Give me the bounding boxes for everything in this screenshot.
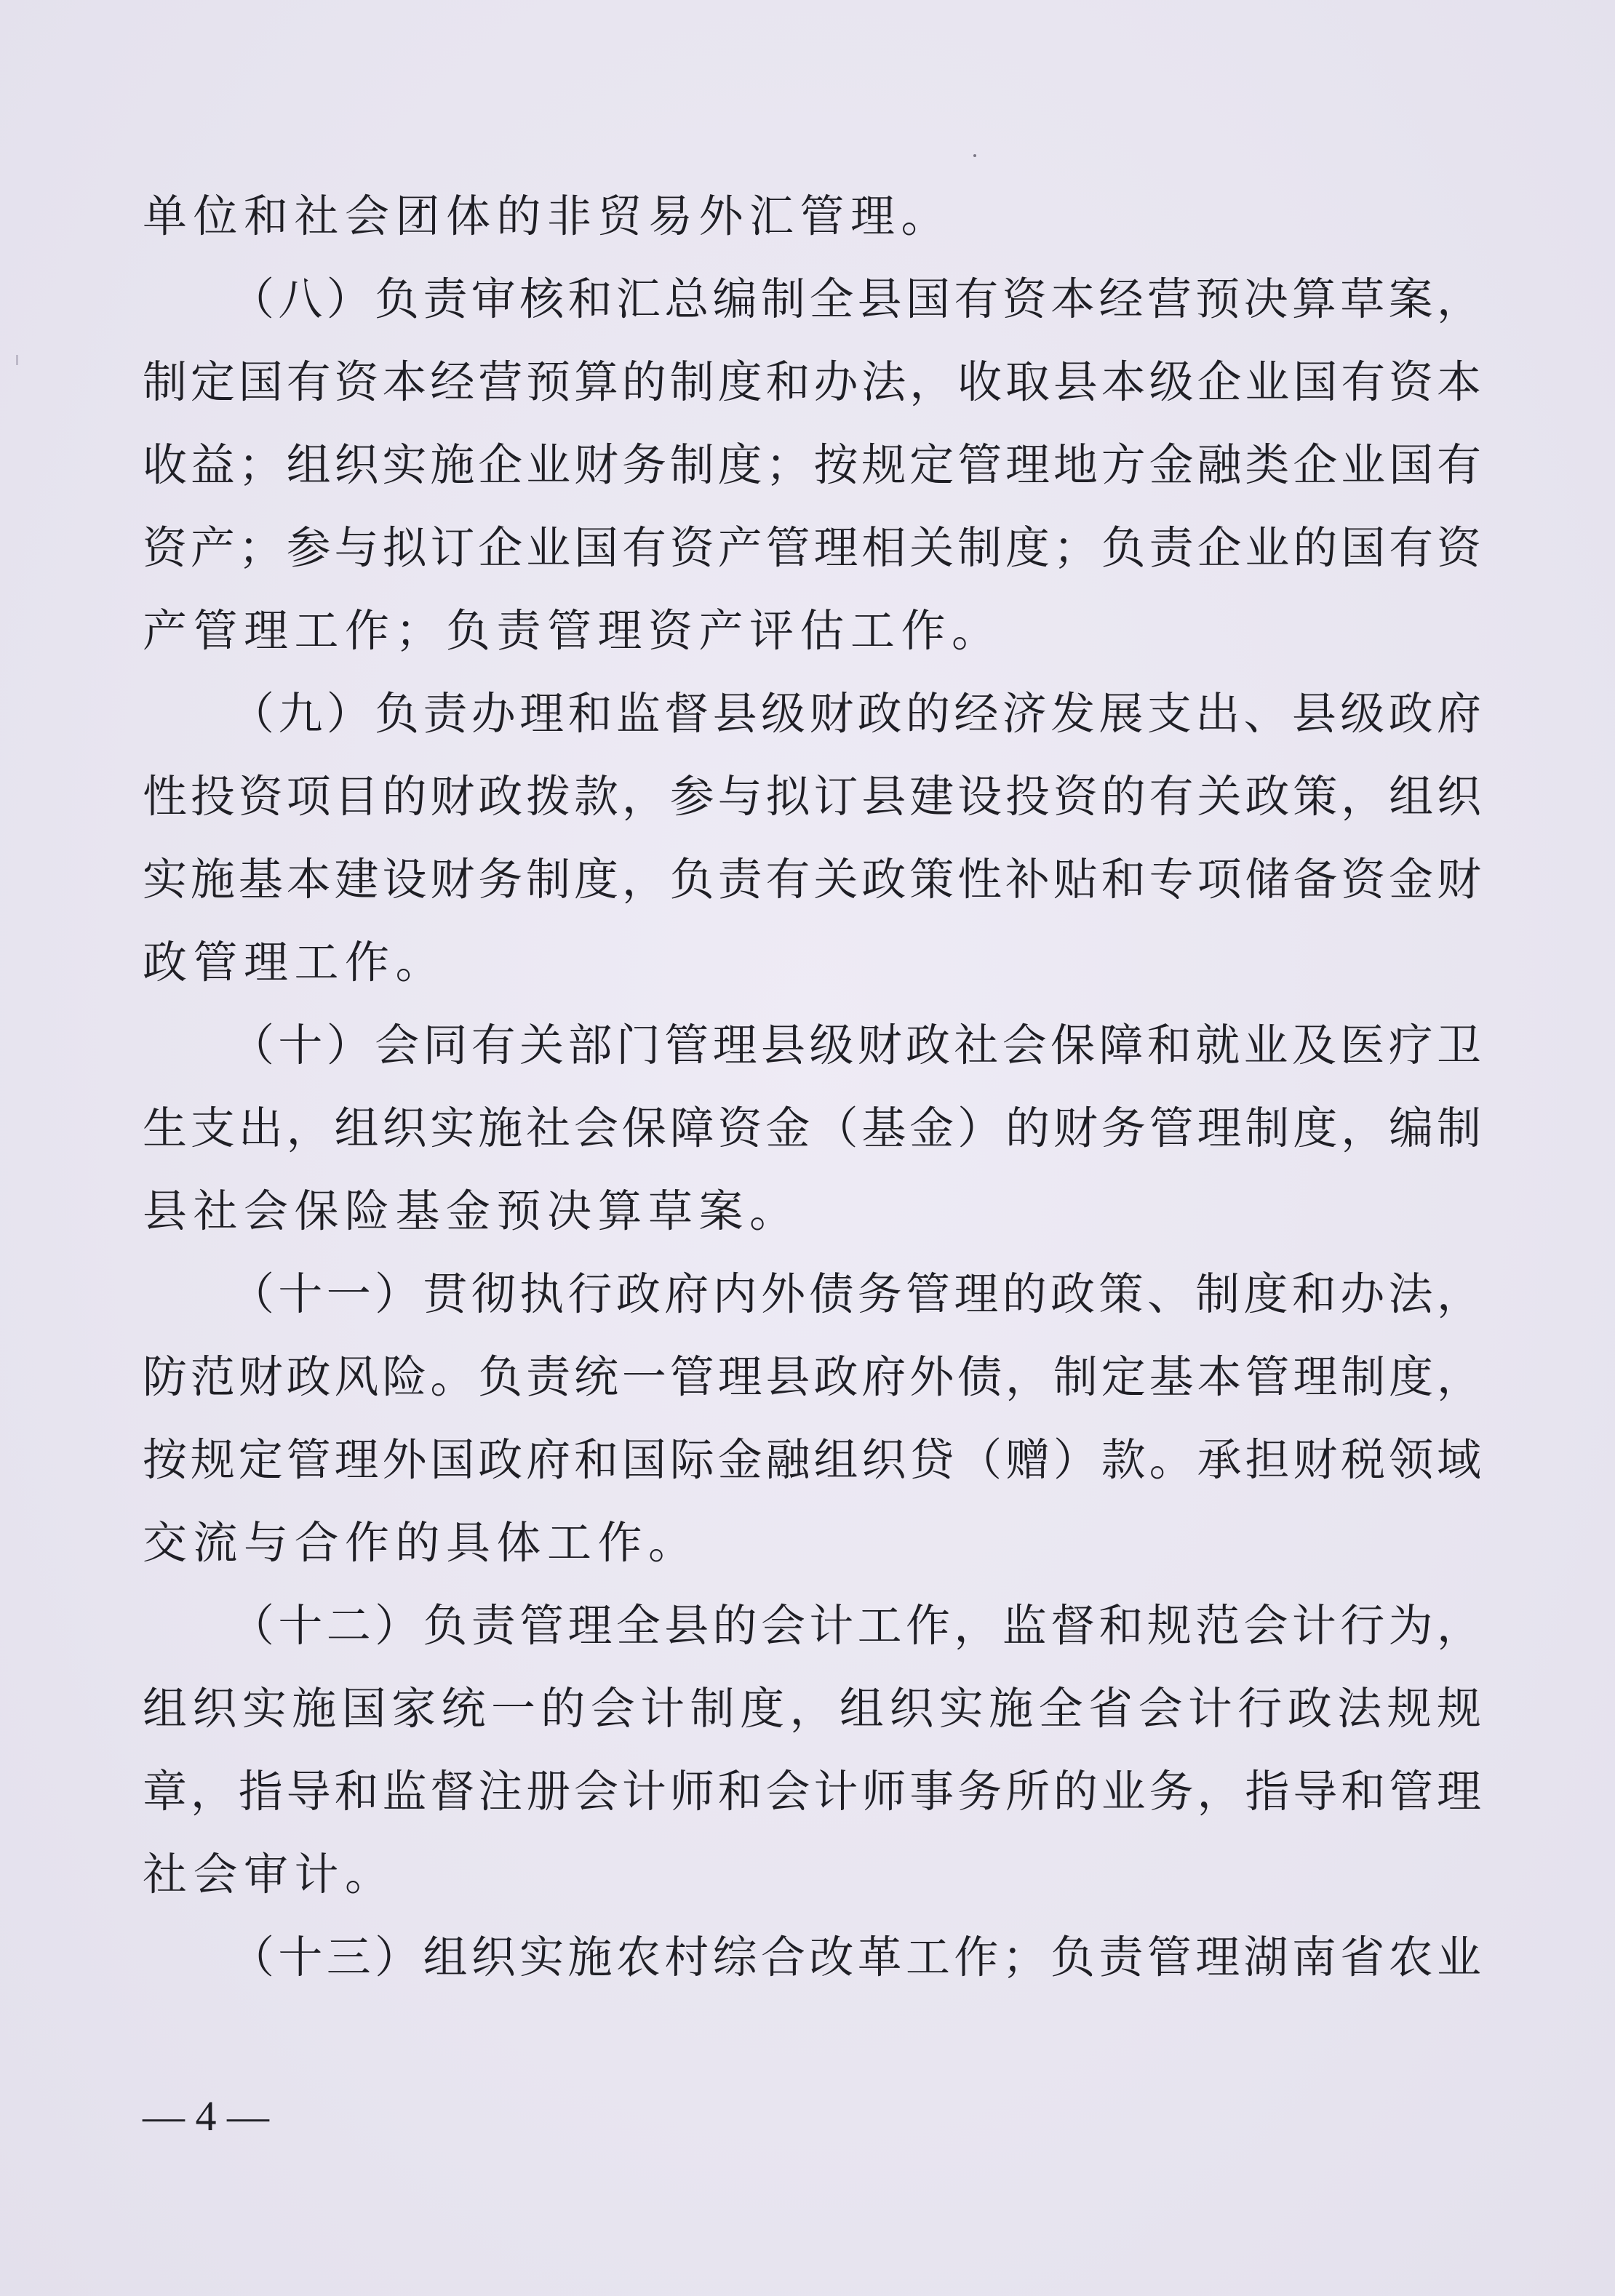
paragraph-10-line-2: 生支出，组织实施社会保障资金（基金）的财务管理制度，编制: [143, 1103, 1481, 1154]
paragraph-12-line-1: （十二）负责管理全县的会计工作，监督和规范会计行为，: [230, 1600, 1481, 1652]
paragraph-9-line-3: 实施基本建设财务制度，负责有关政策性补贴和专项储备资金财: [143, 854, 1481, 905]
paragraph-11-line-3: 按规定管理外国政府和国际金融组织贷（赠）款。承担财税领域: [143, 1434, 1481, 1486]
scan-artifact-mark: [16, 355, 18, 365]
text-line-1: 单位和社会团体的非贸易外汇管理。: [143, 191, 952, 242]
paragraph-10-line-3: 县社会保险基金预决算草案。: [143, 1185, 800, 1237]
paragraph-8-line-1: （八）负责审核和汇总编制全县国有资本经营预决算草案，: [230, 273, 1481, 325]
paragraph-11-line-4: 交流与合作的具体工作。: [143, 1517, 699, 1569]
paragraph-12-line-3: 章，指导和监督注册会计师和会计师事务所的业务，指导和管理: [143, 1766, 1481, 1817]
paragraph-8-line-2: 制定国有资本经营预算的制度和办法，收取县本级企业国有资本: [143, 356, 1481, 408]
paragraph-8-line-5: 产管理工作；负责管理资产评估工作。: [143, 605, 1002, 657]
scan-artifact-dot: [973, 154, 976, 157]
paragraph-11-line-2: 防范财政风险。负责统一管理县政府外债，制定基本管理制度，: [143, 1351, 1481, 1403]
paragraph-13-line-1: （十三）组织实施农村综合改革工作；负责管理湖南省农业: [230, 1932, 1481, 1983]
paragraph-10-line-1: （十）会同有关部门管理县级财政社会保障和就业及医疗卫: [230, 1020, 1481, 1071]
paragraph-8-line-4: 资产；参与拟订企业国有资产管理相关制度；负责企业的国有资: [143, 522, 1481, 574]
page-number: — 4 —: [143, 2092, 269, 2140]
paragraph-12-line-4: 社会审计。: [143, 1849, 396, 1900]
paragraph-12-line-2: 组织实施国家统一的会计制度，组织实施全省会计行政法规规: [143, 1683, 1481, 1735]
paragraph-9-line-1: （九）负责办理和监督县级财政的经济发展支出、县级政府: [230, 688, 1481, 740]
paragraph-8-line-3: 收益；组织实施企业财务制度；按规定管理地方金融类企业国有: [143, 439, 1481, 491]
paragraph-11-line-1: （十一）贯彻执行政府内外债务管理的政策、制度和办法，: [230, 1268, 1481, 1320]
paragraph-9-line-4: 政管理工作。: [143, 937, 447, 988]
paragraph-9-line-2: 性投资项目的财政拨款，参与拟订县建设投资的有关政策，组织: [143, 771, 1481, 823]
